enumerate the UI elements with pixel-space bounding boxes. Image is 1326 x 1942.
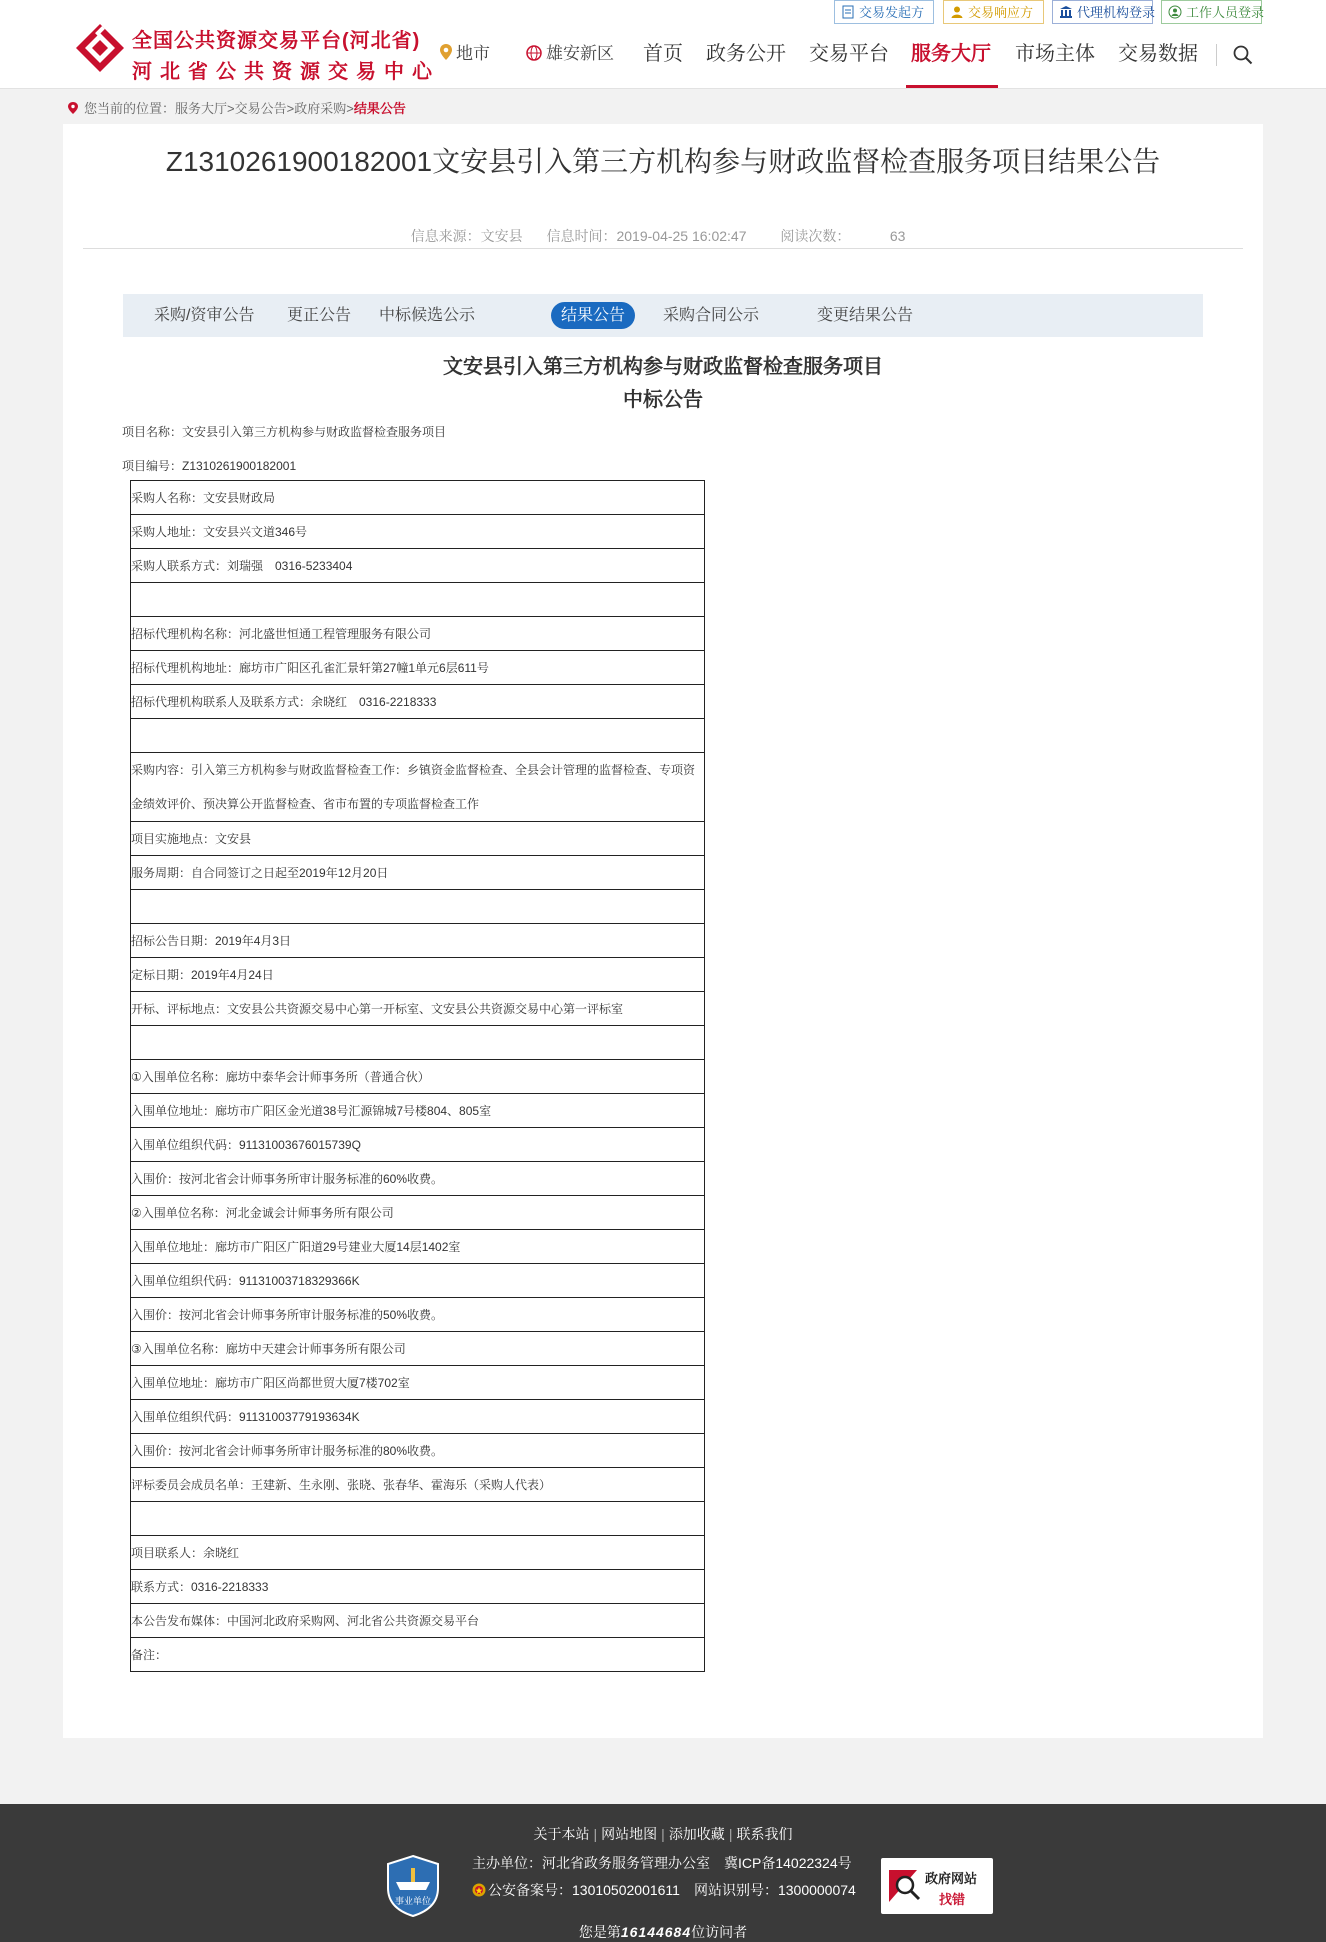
article-meta [63, 226, 1263, 246]
table-row [131, 1298, 705, 1332]
nav-xiongan-label: 雄安新区 [546, 44, 614, 63]
nav-market-entities[interactable]: 市场主体 [1015, 43, 1095, 65]
table-cell: 入围单位地址：廊坊市广阳区广阳道29号建业大厦14层1402室 [131, 1230, 705, 1264]
table-cell: 入围单位组织代码：91131003718329366K [131, 1264, 705, 1298]
table-row [131, 719, 705, 753]
table-cell: 项目实施地点：文安县 [131, 822, 705, 856]
footer-link-about[interactable]: 关于本站 [533, 1826, 590, 1842]
table-row [131, 1230, 705, 1264]
table-row [131, 890, 705, 924]
public-institution-badge-icon[interactable] [386, 1854, 440, 1918]
footer-link-contact[interactable]: 联系我们 [736, 1826, 793, 1842]
table-cell-empty [131, 719, 705, 753]
content-panel [63, 124, 1263, 1738]
table-row [131, 1332, 705, 1366]
table-row [131, 583, 705, 617]
table-cell-empty [131, 1026, 705, 1060]
counter-prefix: 您是第 [578, 1924, 621, 1940]
article-views-label: 阅读次数： [780, 228, 851, 244]
footer-police [472, 1880, 856, 1900]
nav-trading-data[interactable]: 交易数据 [1118, 43, 1198, 65]
quick-link-responder[interactable] [943, 0, 1044, 24]
table-row [131, 651, 705, 685]
breadcrumb-separator: > [286, 101, 295, 116]
magnifier-icon [887, 1868, 923, 1904]
quick-link-label: 交易响应方 [968, 5, 1034, 20]
table-row [131, 753, 705, 822]
quick-link-initiator[interactable] [834, 0, 934, 24]
table-row [131, 1060, 705, 1094]
table-cell: 采购人联系方式：刘瑞强 0316-5233404 [131, 549, 705, 583]
page-title: Z1310261900182001文安县引入第三方机构参与财政监督检查服务项目结果公告 [165, 146, 1161, 177]
footer-links: 关于本站 | 网站地图 | 添加收藏 | 联系我们 [533, 1826, 793, 1842]
site-footer [0, 1804, 1326, 1942]
breadcrumb-gov-procurement[interactable]: 政府采购 [294, 101, 347, 116]
table-cell: ③入围单位名称：廊坊中天建会计师事务所有限公司 [131, 1332, 705, 1366]
table-row [131, 1026, 705, 1060]
location-pin-icon [440, 44, 452, 60]
table-row [131, 1536, 705, 1570]
nav-service-hall[interactable]: 服务大厅 [911, 43, 991, 65]
tab-change-result[interactable]: 变更结果公告 [817, 307, 914, 324]
breadcrumb-prefix: 您当前的位置： [84, 101, 176, 116]
table-cell: 入围价：按河北省会计师事务所审计服务标准的60%收费。 [131, 1162, 705, 1196]
tab-result-notice[interactable]: 结果公告 [551, 302, 635, 329]
footer-link-sitemap[interactable]: 网站地图 [601, 1826, 658, 1842]
project-number: 项目编号：Z1310261900182001 [122, 459, 297, 473]
gov-label-1: 政府网站 [925, 1871, 978, 1886]
staff-icon [1168, 5, 1182, 19]
nav-divider [1216, 44, 1217, 66]
table-row [131, 1128, 705, 1162]
table-cell: 入围单位地址：廊坊市广阳区尚都世贸大厦7楼702室 [131, 1366, 705, 1400]
globe-icon [526, 45, 542, 61]
document-icon [841, 5, 855, 19]
table-cell: 服务周期：自合同签订之日起至2019年12月20日 [131, 856, 705, 890]
nav-region-label: 地市 [456, 44, 490, 63]
table-row [131, 1570, 705, 1604]
table-cell: 开标、评标地点：文安县公共资源交易中心第一开标室、文安县公共资源交易中心第一评标室 [131, 992, 705, 1026]
table-cell: 招标代理机构名称：河北盛世恒通工程管理服务有限公司 [131, 617, 705, 651]
article-source: 信息来源：文安县 [410, 228, 523, 244]
footer-host: 主办单位：河北省政务服务管理办公室 冀ICP备14022324号 [472, 1855, 852, 1871]
gov-label-2: 找错 [939, 1892, 966, 1907]
tab-contract-notice[interactable]: 采购合同公示 [663, 307, 760, 324]
gov-site-error-report[interactable] [881, 1858, 993, 1914]
table-row [131, 1468, 705, 1502]
search-icon[interactable] [1232, 44, 1254, 66]
table-cell-empty [131, 1502, 705, 1536]
logo-title-line2: 河北省公共资源交易中心 [132, 61, 440, 83]
table-row [131, 515, 705, 549]
doc-title-line2: 中标公告 [623, 389, 703, 411]
announcement-tabs [123, 294, 1203, 337]
table-row [131, 1264, 705, 1298]
quick-link-staff-login[interactable] [1161, 0, 1265, 24]
quick-link-agency-login[interactable] [1052, 0, 1156, 24]
table-row [131, 1196, 705, 1230]
table-cell: 本公告发布媒体：中国河北政府采购网、河北省公共资源交易平台 [131, 1604, 705, 1638]
breadcrumb-separator: > [227, 101, 235, 116]
site-header [0, 0, 1326, 89]
table-row [131, 992, 705, 1026]
counter-number: 16144684 [620, 1924, 692, 1940]
nav-home[interactable]: 首页 [643, 43, 683, 65]
location-pin-icon [68, 102, 78, 114]
counter-suffix: 位访问者 [691, 1924, 748, 1940]
table-cell: 备注： [131, 1638, 705, 1672]
user-icon [950, 5, 964, 19]
tab-correction-notice[interactable]: 更正公告 [287, 307, 352, 324]
building-icon [1059, 5, 1073, 19]
article-time: 信息时间：2019-04-25 16:02:47 [546, 228, 747, 244]
table-cell: 入围价：按河北省会计师事务所审计服务标准的50%收费。 [131, 1298, 705, 1332]
table-cell-empty [131, 890, 705, 924]
table-cell: ①入围单位名称：廊坊中泰华会计师事务所（普通合伙） [131, 1060, 705, 1094]
table-cell: ②入围单位名称：河北金诚会计师事务所有限公司 [131, 1196, 705, 1230]
table-row [131, 958, 705, 992]
table-cell-empty [131, 583, 705, 617]
table-row [131, 1604, 705, 1638]
nav-trading-platform[interactable]: 交易平台 [809, 43, 889, 65]
breadcrumb-announcements[interactable]: 交易公告 [234, 101, 287, 116]
table-cell: 入围单位地址：廊坊市广阳区金光道38号汇源锦城7号楼804、805室 [131, 1094, 705, 1128]
nav-government-affairs[interactable]: 政务公开 [706, 43, 786, 65]
table-row [131, 1502, 705, 1536]
table-cell: 入围价：按河北省会计师事务所审计服务标准的80%收费。 [131, 1434, 705, 1468]
table-cell: 入围单位组织代码：91131003779193634K [131, 1400, 705, 1434]
table-row [131, 1638, 705, 1672]
table-row [131, 1162, 705, 1196]
footer-link-bookmark[interactable]: 添加收藏 [668, 1826, 725, 1842]
nav-xiongan[interactable] [526, 38, 614, 70]
table-row [131, 924, 705, 958]
quick-link-label: 交易发起方 [859, 5, 925, 20]
table-row [131, 685, 705, 719]
table-cell: 入围单位组织代码：91131003676015739Q [131, 1128, 705, 1162]
table-cell: 招标代理机构联系人及联系方式：余晓红 0316-2218333 [131, 685, 705, 719]
table-row [131, 1434, 705, 1468]
breadcrumb [68, 98, 406, 117]
quick-link-label: 代理机构登录 [1077, 5, 1156, 20]
table-row [131, 856, 705, 890]
table-cell: 招标公告日期：2019年4月3日 [131, 924, 705, 958]
table-row [131, 1366, 705, 1400]
nav-active-indicator [906, 85, 998, 88]
site-logo[interactable] [74, 22, 126, 74]
breadcrumb-service-hall[interactable]: 服务大厅 [175, 101, 228, 116]
project-name: 项目名称：文安县引入第三方机构参与财政监督检查服务项目 [122, 425, 447, 439]
doc-title-line1: 文安县引入第三方机构参与财政监督检查服务项目 [443, 356, 883, 378]
nav-region[interactable] [440, 38, 490, 70]
table-row [131, 1094, 705, 1128]
breadcrumb-current: 结果公告 [353, 101, 406, 116]
tab-procurement-notice[interactable]: 采购/资审公告 [154, 307, 255, 324]
breadcrumb-separator: > [346, 101, 354, 116]
table-cell: 招标代理机构地址：廊坊市广阳区孔雀汇景轩第27幢1单元6层611号 [131, 651, 705, 685]
table-cell: 项目联系人：余晓红 [131, 1536, 705, 1570]
table-cell: 联系方式：0316-2218333 [131, 1570, 705, 1604]
table-row [131, 617, 705, 651]
quick-link-label: 工作人员登录 [1186, 5, 1265, 20]
tab-bid-candidate[interactable]: 中标候选公示 [379, 307, 476, 324]
footer-police-text: 公安备案号：13010502001611 网站识别号：1300000074 [488, 1882, 856, 1898]
article-views [770, 228, 915, 244]
badge-label: 事业单位 [394, 1897, 432, 1907]
table-row [131, 1400, 705, 1434]
table-row [131, 822, 705, 856]
table-cell: 采购人地址：文安县兴文道346号 [131, 515, 705, 549]
table-cell: 采购人名称：文安县财政局 [131, 481, 705, 515]
table-row [131, 549, 705, 583]
table-cell: 定标日期：2019年4月24日 [131, 958, 705, 992]
divider [83, 248, 1243, 249]
logo-title-line1: 全国公共资源交易平台(河北省) [132, 30, 421, 52]
visitor-counter [0, 1922, 1326, 1942]
announcement-table [130, 480, 705, 1672]
table-row [131, 481, 705, 515]
table-cell: 采购内容：引入第三方机构参与财政监督检查工作：乡镇资金监督检查、全县会计管理的监督检查、专项资金绩效评价、预决算公开监督检查、省市布置的专项监督检查工作 [131, 753, 705, 822]
article-views-count: 63 [889, 228, 906, 244]
police-emblem-icon [472, 1883, 486, 1897]
table-cell: 评标委员会成员名单：王建新、生永刚、张晓、张春华、霍海乐（采购人代表） [131, 1468, 705, 1502]
